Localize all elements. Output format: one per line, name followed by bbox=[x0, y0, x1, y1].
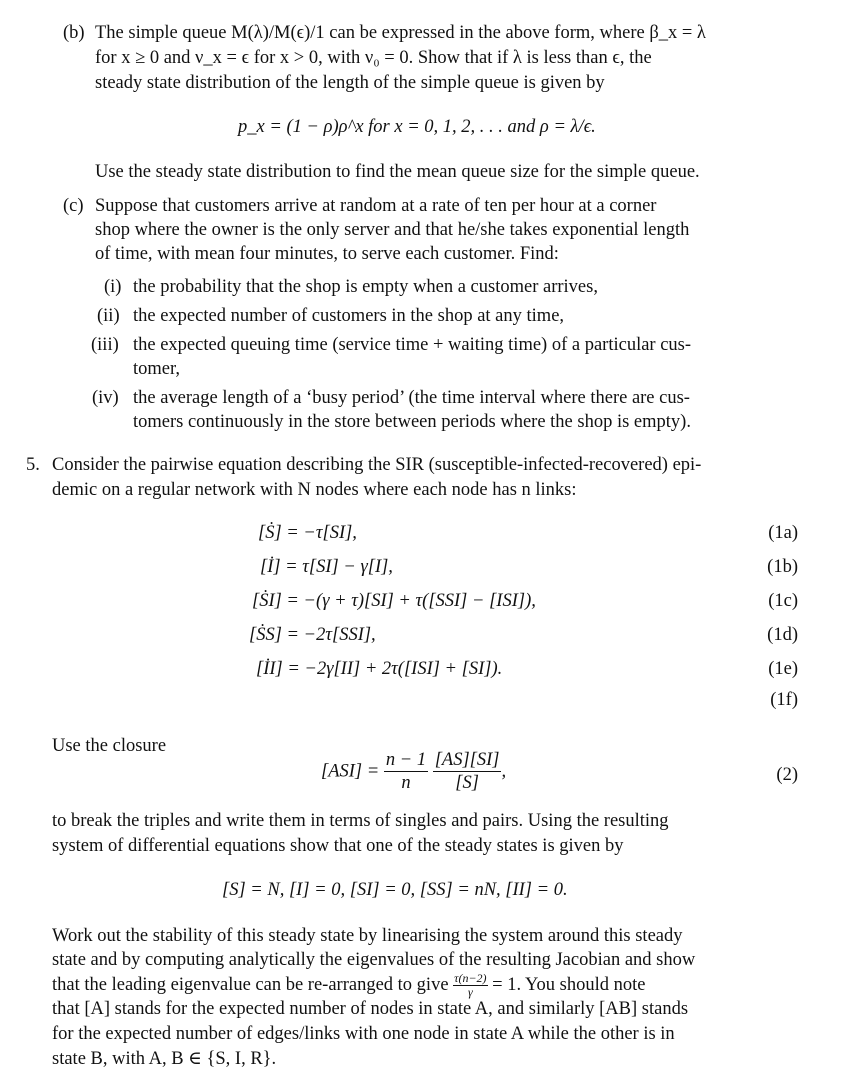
closing-line-1: that [A] stands for the expected number of nodes in state A, and similarly [AB] stands bbox=[52, 999, 689, 1019]
equation-tag-1e: (1e) bbox=[768, 659, 798, 679]
q5-label: 5. bbox=[26, 455, 40, 475]
eig-fraction-num: τ(n−2) bbox=[454, 971, 487, 985]
item-iii-label: (iii) bbox=[91, 335, 119, 355]
equation-tag-1f: (1f) bbox=[770, 690, 798, 710]
q5-line-1: Consider the pairwise equation describing the SIR (susceptible-infected-recovered) epi- bbox=[52, 455, 702, 475]
closing-line-2: for the expected number of edges/links with one node in state A while the other is in bbox=[52, 1024, 675, 1044]
equation-1c: [ṠI] = −(γ + τ)[SI] + τ([SSI] − [ISI]), bbox=[252, 591, 536, 611]
closure-fraction-2 bbox=[433, 749, 502, 794]
item-ii-label: (ii) bbox=[97, 306, 120, 326]
item-ii-text: the expected number of customers in the shop at any time, bbox=[133, 306, 565, 326]
closure-fraction-1-den: n bbox=[401, 773, 411, 793]
closure-fraction-1-num: n − 1 bbox=[385, 750, 427, 770]
equation-tag-1c: (1c) bbox=[768, 591, 798, 611]
part-b-line-1: The simple queue M(λ)/M(ϵ)/1 can be expressed in the above form, where β_x = λ bbox=[95, 23, 706, 43]
after-closure-line-1: to break the triples and write them in terms of singles and pairs. Using the resulting bbox=[52, 811, 669, 831]
equation-tag-1d: (1d) bbox=[767, 625, 798, 645]
after-closure-line-2: system of differential equations show that one of the steady states is given by bbox=[52, 836, 624, 856]
part-c-line-3: of time, with mean four minutes, to serve each customer. Find: bbox=[95, 244, 559, 264]
closure-tail: , bbox=[501, 761, 507, 782]
equation-tag-1a: (1a) bbox=[768, 523, 798, 543]
item-iv-text-1: the average length of a ‘busy period’ (the time interval where there are cus- bbox=[133, 388, 690, 408]
equation-tag-2: (2) bbox=[776, 765, 798, 785]
eig-fraction-den: γ bbox=[467, 985, 473, 999]
equation-1b: [İ] = τ[SI] − γ[I], bbox=[260, 557, 393, 577]
item-iv-label: (iv) bbox=[92, 388, 119, 408]
eig-fraction bbox=[453, 972, 487, 999]
part-c-line-2: shop where the owner is the only server and that he/she takes exponential length bbox=[95, 220, 690, 240]
closure-fraction-1 bbox=[384, 749, 428, 794]
part-b-formula: p_x = (1 − ρ)ρ^x for x = 0, 1, 2, . . . and ρ = λ/ϵ. bbox=[238, 117, 596, 137]
item-iv-text-2: tomers continuously in the store between periods where the shop is empty). bbox=[133, 412, 691, 432]
part-b-label: (b) bbox=[63, 23, 85, 43]
eigenvalue-line bbox=[52, 972, 646, 999]
closure-intro: Use the closure bbox=[52, 736, 167, 756]
equation-tag-1b: (1b) bbox=[767, 557, 798, 577]
closure-fraction-2-num: [AS][SI] bbox=[434, 750, 500, 770]
closure-equation bbox=[321, 749, 506, 794]
equation-1a: [Ṡ] = −τ[SI], bbox=[258, 523, 357, 543]
steady-state: [S] = N, [I] = 0, [SI] = 0, [SS] = nN, [II] = 0. bbox=[222, 880, 568, 900]
final-line-2: state and by computing analytically the eigenvalues of the resulting Jacobian and show bbox=[52, 950, 696, 970]
part-b-line-3: steady state distribution of the length of the simple queue is given by bbox=[95, 73, 605, 93]
final-line-1: Work out the stability of this steady state by linearising the system around this steady bbox=[52, 926, 683, 946]
part-c-label: (c) bbox=[63, 196, 84, 216]
closure-lhs: [ASI] = bbox=[321, 761, 380, 782]
closing-line-3: state B, with A, B ∈ {S, I, R}. bbox=[52, 1049, 277, 1069]
part-b-line-2: for x ≥ 0 and ν_x = ϵ for x > 0, with ν₀ = 0. Show that if λ is less than ϵ, the bbox=[95, 48, 652, 68]
equation-1d: [ṠS] = −2τ[SSI], bbox=[249, 625, 376, 645]
item-i-text: the probability that the shop is empty when a customer arrives, bbox=[133, 277, 598, 297]
equation-1e: [İI] = −2γ[II] + 2τ([ISI] + [SI]). bbox=[256, 659, 503, 679]
item-iii-text-1: the expected queuing time (service time + waiting time) of a particular cus- bbox=[133, 335, 692, 355]
closure-fraction-2-den: [S] bbox=[455, 773, 479, 793]
eig-line-post: = 1. You should note bbox=[492, 974, 646, 995]
eig-line-pre: that the leading eigenvalue can be re-arranged to give bbox=[52, 974, 449, 995]
item-iii-text-2: tomer, bbox=[133, 359, 181, 379]
q5-line-2: demic on a regular network with N nodes where each node has n links: bbox=[52, 480, 577, 500]
part-c-line-1: Suppose that customers arrive at random at a rate of ten per hour at a corner bbox=[95, 196, 657, 216]
part-b-followup: Use the steady state distribution to find the mean queue size for the simple queue. bbox=[95, 162, 700, 182]
item-i-label: (i) bbox=[104, 277, 122, 297]
